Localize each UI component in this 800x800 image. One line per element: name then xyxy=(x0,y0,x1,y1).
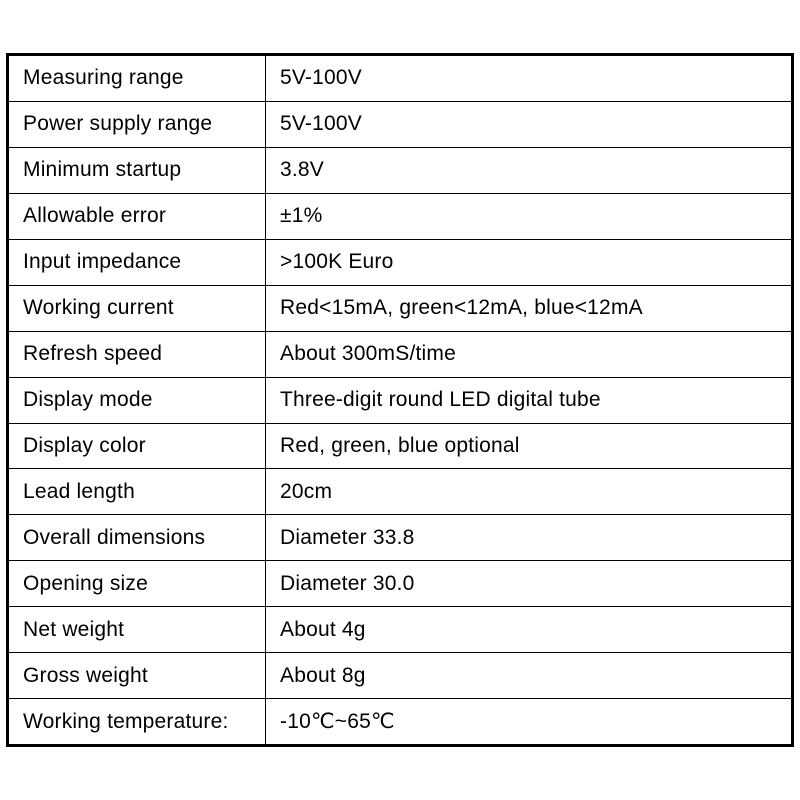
spec-label-cell: Measuring range xyxy=(9,56,266,101)
table-row xyxy=(9,56,791,101)
table-row xyxy=(9,193,791,239)
spec-value-cell: 20cm xyxy=(280,479,333,503)
table-row xyxy=(9,560,791,606)
spec-value-cell: About 300mS/time xyxy=(280,342,456,366)
spec-label-cell: Power supply range xyxy=(9,102,266,147)
table-row xyxy=(9,606,791,652)
table-row xyxy=(9,239,791,285)
spec-label-cell: Refresh speed xyxy=(9,332,266,377)
table-row xyxy=(9,468,791,514)
spec-label-cell: Working temperature: xyxy=(9,699,266,744)
specification-table xyxy=(6,53,794,747)
spec-value-cell: Diameter 33.8 xyxy=(280,525,415,549)
spec-label-cell: Gross weight xyxy=(9,653,266,698)
spec-value-cell: About 8g xyxy=(280,663,366,687)
spec-value-cell: About 4g xyxy=(280,617,366,641)
table-row xyxy=(9,285,791,331)
spec-value-cell: Diameter 30.0 xyxy=(280,571,415,595)
spec-value-cell: -10℃~65℃ xyxy=(280,710,395,734)
spec-label-cell: Minimum startup xyxy=(9,148,266,193)
table-row xyxy=(9,101,791,147)
spec-label-cell: Overall dimensions xyxy=(9,515,266,560)
table-row xyxy=(9,652,791,698)
spec-label-cell: Net weight xyxy=(9,607,266,652)
spec-label-cell: Working current xyxy=(9,286,266,331)
spec-value-cell: ±1% xyxy=(280,204,323,228)
table-row xyxy=(9,423,791,469)
spec-label-cell: Lead length xyxy=(9,469,266,514)
table-row xyxy=(9,331,791,377)
spec-value-cell: Red<15mA, green<12mA, blue<12mA xyxy=(280,296,643,320)
spec-label-cell: Input impedance xyxy=(9,240,266,285)
spec-value-cell: Three-digit round LED digital tube xyxy=(280,388,601,412)
table-row xyxy=(9,514,791,560)
spec-value-cell: Red, green, blue optional xyxy=(280,433,520,457)
spec-value-cell: >100K Euro xyxy=(280,250,394,274)
spec-label-cell: Display color xyxy=(9,424,266,469)
spec-value-cell: 5V-100V xyxy=(280,66,362,90)
spec-value-cell: 3.8V xyxy=(280,158,324,182)
table-row xyxy=(9,698,791,744)
spec-label-cell: Opening size xyxy=(9,561,266,606)
table-row xyxy=(9,377,791,423)
spec-value-cell: 5V-100V xyxy=(280,112,362,136)
spec-label-cell: Display mode xyxy=(9,378,266,423)
table-row xyxy=(9,147,791,193)
spec-label-cell: Allowable error xyxy=(9,194,266,239)
